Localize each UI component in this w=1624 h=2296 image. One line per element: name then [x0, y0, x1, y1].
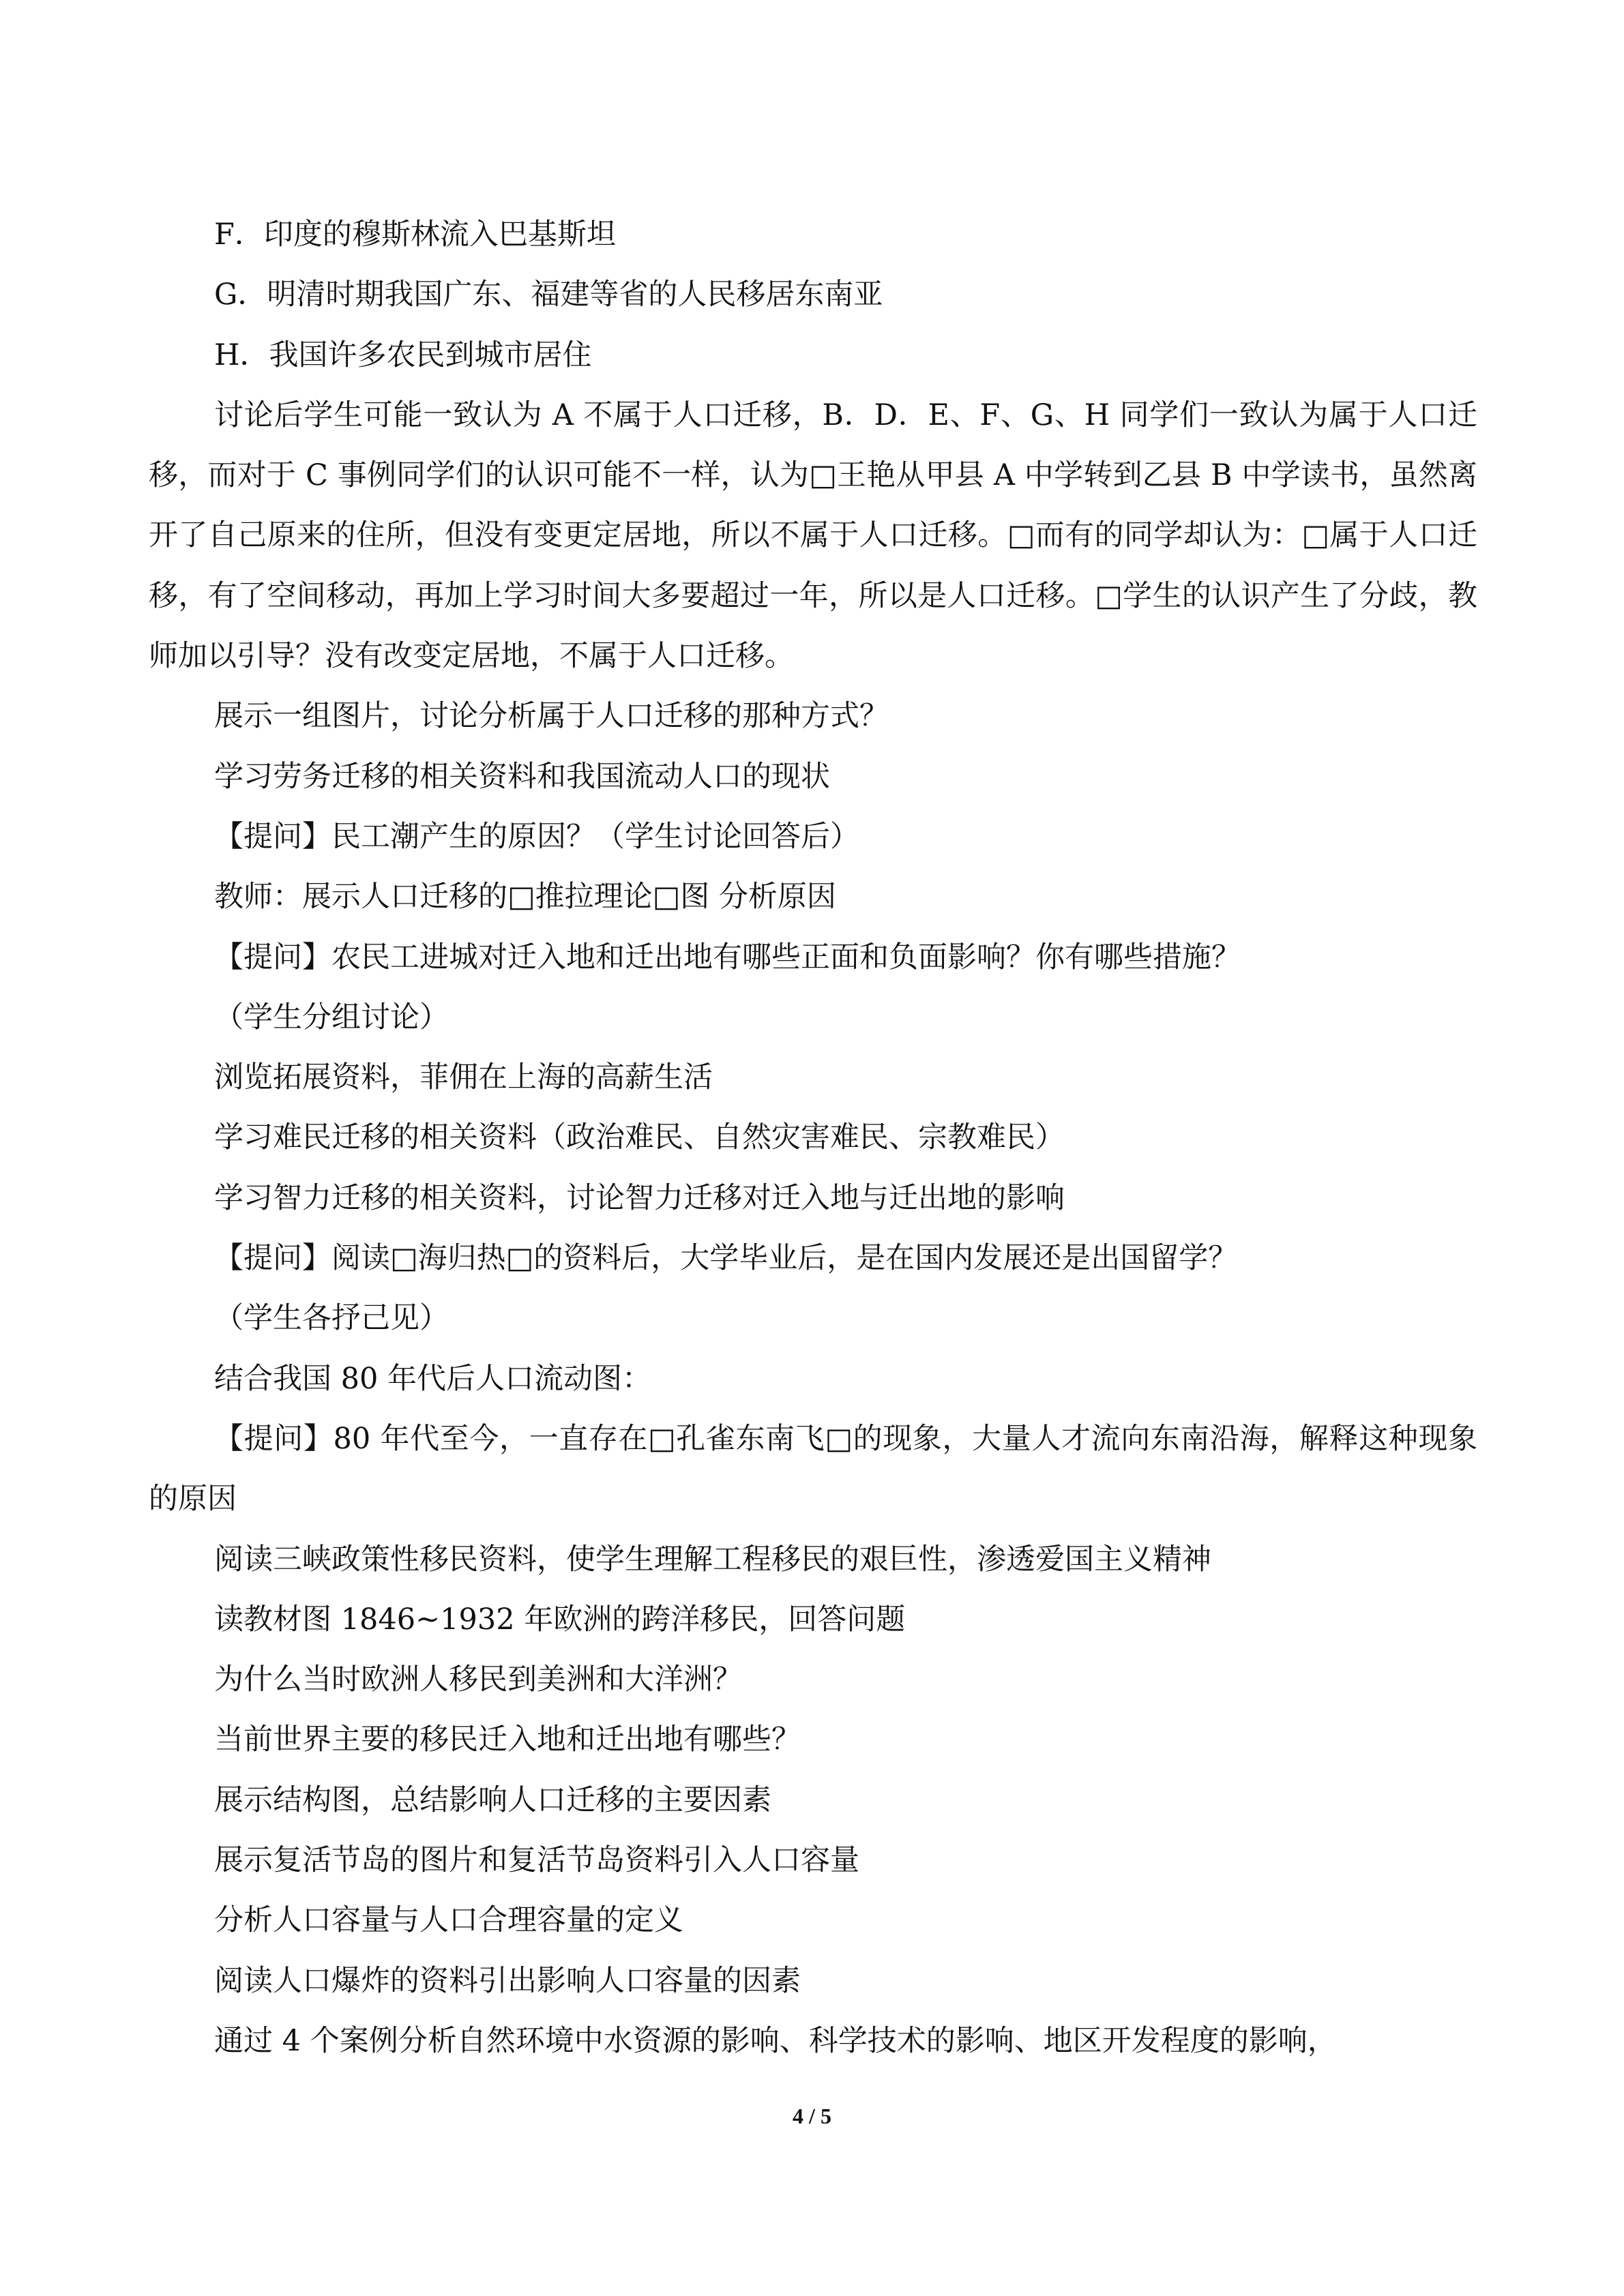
- paragraph: 为什么当时欧洲人移民到美洲和大洋洲？: [214, 1663, 742, 1697]
- paragraph: 学习难民迁移的相关资料（政治难民、自然灾害难民、宗教难民）: [214, 1120, 1065, 1155]
- paragraph: 阅读人口爆炸的资料引出影响人口容量的因素: [214, 1963, 801, 1998]
- paragraph: H．我国许多农民到城市居住: [214, 338, 592, 372]
- paragraph: （学生分组讨论）: [214, 1000, 449, 1034]
- paragraph: 【提问】民工潮产生的原因？（学生讨论回答后）: [214, 819, 859, 854]
- paragraph: 【提问】阅读□海归热□的资料后，大学毕业后，是在国内发展还是出国留学？: [214, 1241, 1238, 1276]
- paragraph: 学习智力迁移的相关资料，讨论智力迁移对迁入地与迁出地的影响: [214, 1180, 1065, 1215]
- paragraph: 结合我国 80 年代后人口流动图：: [214, 1361, 652, 1396]
- paragraph: G．明清时期我国广东、福建等省的人民移居东南亚: [214, 278, 883, 312]
- paragraph: 读教材图 1846~1932 年欧洲的跨洋移民，回答问题: [214, 1602, 906, 1637]
- paragraph: 分析人口容量与人口合理容量的定义: [214, 1903, 683, 1938]
- paragraph: 学习劳务迁移的相关资料和我国流动人口的现状: [214, 759, 830, 794]
- paragraph: 浏览拓展资料，菲佣在上海的高薪生活: [214, 1060, 713, 1095]
- body-text: [149, 205, 1477, 2071]
- paragraph: 阅读三峡政策性移民资料，使学生理解工程移民的艰巨性，渗透爱国主义精神: [214, 1542, 1211, 1577]
- paragraph: 教师：展示人口迁移的□推拉理论□图 分析原因: [214, 880, 836, 914]
- paragraph: 【提问】80 年代至今，一直存在□孔雀东南飞□的现象，大量人才流向东南沿海，解释这种现象的原因: [149, 1421, 1477, 1517]
- paragraph: 展示一组图片，讨论分析属于人口迁移的那种方式？: [214, 699, 889, 734]
- paragraph: 展示结构图，总结影响人口迁移的主要因素: [214, 1783, 771, 1817]
- paragraph: （学生各抒己见）: [214, 1301, 449, 1336]
- page-number: 4 / 5: [793, 2104, 831, 2128]
- paragraph: 讨论后学生可能一致认为 A 不属于人口迁移，B．D．E、F、G、H 同学们一致认为属于人口迁移，而对于 C 事例同学们的认识可能不一样，认为□王艳从甲县 A 中学转到乙县 B 中学读书，虽然离开了自己原来的住所，但没有变更定居地，所以不属于人口迁移。□而有的同学却认为：□属于人口迁移，有了空间移动，再加上学习时间大多要超过一年，所以是人口迁移。□学生的认识产生了分歧，教师加以引导？没有改变定居地，不属于人口迁移。: [149, 398, 1477, 674]
- paragraph: 通过 4 个案例分析自然环境中水资源的影响、科学技术的影响、地区开发程度的影响，: [214, 2023, 1337, 2058]
- paragraph: 当前世界主要的移民迁入地和迁出地有哪些？: [214, 1723, 801, 1757]
- paragraph: 展示复活节岛的图片和复活节岛资料引入人口容量: [214, 1843, 859, 1878]
- paragraph: 【提问】农民工进城对迁入地和迁出地有哪些正面和负面影响？你有哪些措施？: [214, 940, 1241, 974]
- paragraph: F．印度的穆斯林流入巴基斯坦: [214, 218, 616, 252]
